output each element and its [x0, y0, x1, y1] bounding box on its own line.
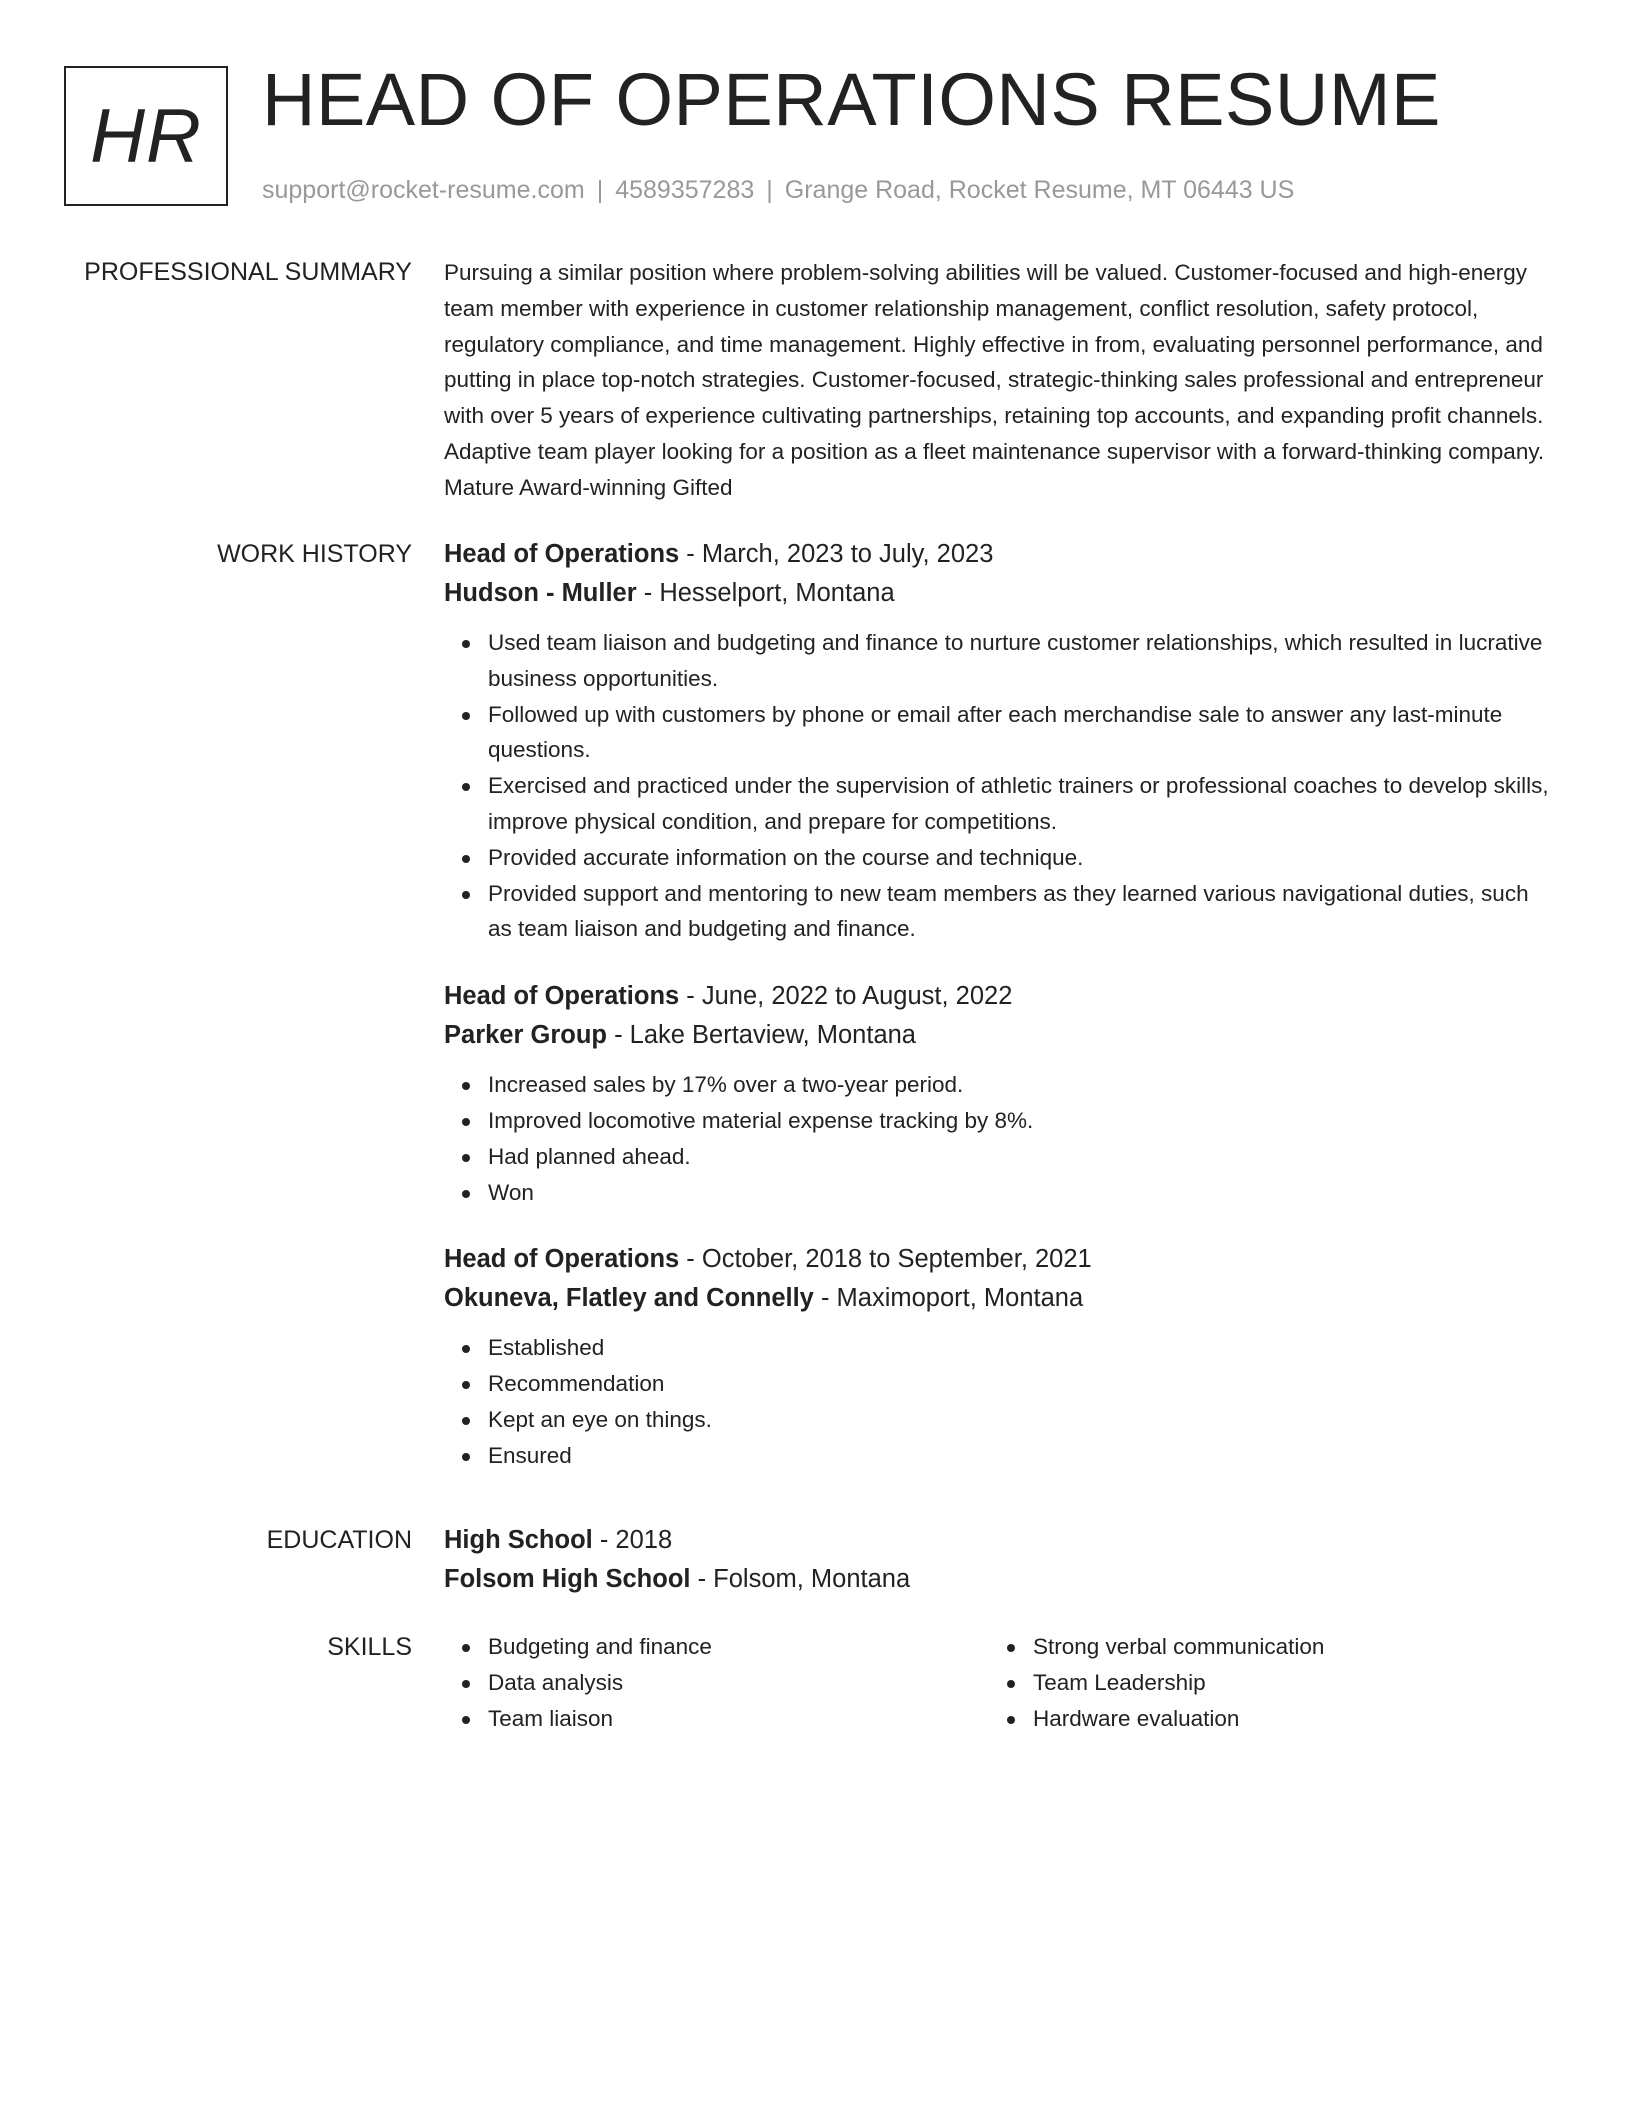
list-item: Kept an eye on things. — [488, 1402, 1554, 1438]
job-company: Hudson - Muller — [444, 579, 637, 607]
job-title: Head of Operations — [444, 982, 680, 1011]
contact-phone[interactable]: 4589357283 — [615, 176, 755, 204]
contact-email[interactable]: support@rocket-resume.com — [262, 176, 585, 204]
job-header — [444, 535, 1554, 574]
education-degree: High School — [444, 1526, 593, 1554]
skills-columns — [444, 1629, 1554, 1736]
list-item: Used team liaison and budgeting and finance to nurture customer relationships, which resulted in lucrative business opportunities. — [488, 625, 1554, 697]
monogram-logo: HR — [64, 66, 228, 206]
job-bullets — [444, 1330, 1554, 1473]
list-item: Data analysis — [488, 1665, 989, 1701]
job-entry — [444, 535, 1554, 947]
job-company-line — [444, 574, 1554, 613]
skills-heading: SKILLS — [327, 1633, 412, 1661]
list-item: Provided support and mentoring to new team members as they learned various navigational duties, such as team liaison and budgeting and finance. — [488, 876, 1554, 948]
contact-address: Grange Road, Rocket Resume, MT 06443 US — [784, 176, 1295, 204]
summary-body — [444, 255, 1554, 506]
job-company: Okuneva, Flatley and Connelly — [444, 1284, 814, 1313]
job-title: Head of Operations — [444, 1245, 680, 1274]
education-year: - 2018 — [592, 1526, 673, 1554]
summary-heading: PROFESSIONAL SUMMARY — [84, 258, 412, 286]
education-school-line — [444, 1560, 1554, 1599]
job-bullets — [444, 1067, 1554, 1210]
resume-title: HEAD OF OPERATIONS RESUME — [262, 58, 1441, 141]
contact-separator: | — [596, 176, 604, 204]
job-entry — [444, 977, 1554, 1210]
job-company-line — [444, 1279, 1554, 1318]
education-school: Folsom High School — [444, 1565, 691, 1593]
list-item: Won — [488, 1175, 1554, 1211]
skills-column-left — [444, 1629, 989, 1736]
skills-list — [444, 1629, 989, 1736]
skills-column-right — [989, 1629, 1534, 1736]
list-item: Team Leadership — [1033, 1665, 1534, 1701]
job-dates: - March, 2023 to July, 2023 — [679, 540, 994, 568]
work-history-heading: WORK HISTORY — [217, 540, 412, 568]
job-header — [444, 977, 1554, 1016]
job-location: - Maximoport, Montana — [813, 1284, 1084, 1313]
job-title: Head of Operations — [444, 540, 680, 568]
list-item: Followed up with customers by phone or email after each merchandise sale to answer any last-minute questions. — [488, 697, 1554, 769]
education-body — [444, 1521, 1554, 1599]
job-location: - Hesselport, Montana — [636, 579, 895, 607]
list-item: Established — [488, 1330, 1554, 1366]
work-history-body — [444, 535, 1554, 1504]
job-company: Parker Group — [444, 1021, 607, 1050]
list-item: Provided accurate information on the course and technique. — [488, 840, 1554, 876]
skills-list — [989, 1629, 1534, 1736]
job-bullets — [444, 625, 1554, 947]
list-item: Improved locomotive material expense tracking by 8%. — [488, 1103, 1554, 1139]
job-company-line — [444, 1016, 1554, 1055]
job-dates: - June, 2022 to August, 2022 — [679, 982, 1013, 1011]
list-item: Ensured — [488, 1438, 1554, 1474]
list-item: Exercised and practiced under the supervision of athletic trainers or professional coaches to develop skills, improve physical condition, and prepare for competitions. — [488, 768, 1554, 840]
contact-separator: | — [766, 176, 773, 204]
job-entry — [444, 1240, 1554, 1473]
list-item: Recommendation — [488, 1366, 1554, 1402]
list-item: Had planned ahead. — [488, 1139, 1554, 1175]
contact-line — [262, 174, 1294, 206]
job-dates: - October, 2018 to September, 2021 — [679, 1245, 1092, 1274]
list-item: Hardware evaluation — [1033, 1701, 1534, 1737]
list-item: Budgeting and finance — [488, 1629, 989, 1665]
list-item: Strong verbal communication — [1033, 1629, 1534, 1665]
education-degree-line — [444, 1521, 1554, 1560]
education-location: - Folsom, Montana — [690, 1565, 911, 1593]
job-location: - Lake Bertaview, Montana — [606, 1021, 916, 1050]
summary-text: Pursuing a similar position where problem-solving abilities will be valued. Customer-focused and high-energy team member with experience in customer relationship management, conflict resolution, safety protocol, regulatory compliance, and time management. Highly effective in from, evaluating personnel performance, and putting in place top-notch strategies. Customer-focused, strategic-thinking sales professional and entrepreneur with over 5 years of experience cultivating partnerships, retaining top accounts, and expanding profit channels. Adaptive team player looking for a position as a fleet maintenance supervisor with a forward-thinking company. Mature Award-winning Gifted — [444, 260, 1545, 500]
list-item: Increased sales by 17% over a two-year period. — [488, 1067, 1554, 1103]
list-item: Team liaison — [488, 1701, 989, 1737]
education-heading: EDUCATION — [266, 1526, 412, 1554]
job-header — [444, 1240, 1554, 1279]
skills-body — [444, 1629, 1554, 1736]
